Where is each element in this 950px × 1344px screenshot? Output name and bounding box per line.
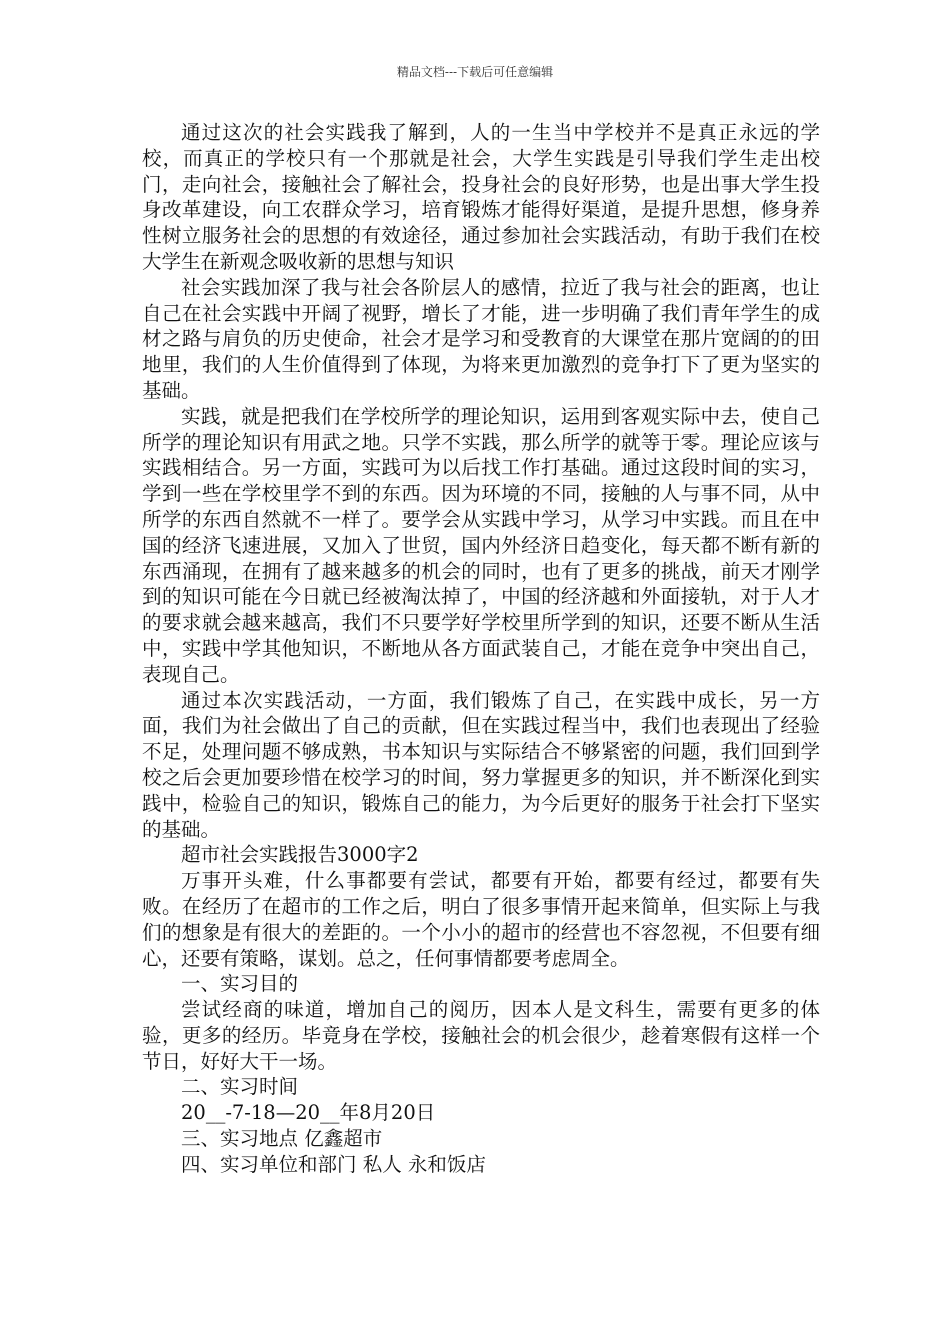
paragraph-practice-theory: 实践，就是把我们在学校所学的理论知识，运用到客观实际中去，使自己所学的理论知识有用武之地。只学不实践，那么所学的就等于零。理论应该与实践相结合。另一方面，实践可为以后找工作打基础。通过这段时间的实习，学到一些在学校里学不到的东西。因为环境的不同，接触的人与事不同，从中所学的东西自然就不一样了。要学会从实践中学习，从学习中实践。而且在中国的经济飞速进展，又加入了世贸，国内外经济日趋变化，每天都不断有新的东西涌现，在拥有了越来越多的机会的同时，也有了更多的挑战，前天才刚学到的知识可能在今日就已经被淘汰掉了，中国的经济越和外面接轨，对于人才的要求就会越来越高，我们不只要学好学校里所学到的知识，还要不断从生活中，实践中学其他知识，不断地从各方面武装自己，才能在竞争中突出自己，表现自己。 — [142, 404, 820, 686]
report-subtitle: 超市社会实践报告3000字2 — [181, 843, 419, 867]
section-heading-location: 三、实习地点 亿鑫超市 — [181, 1127, 383, 1151]
section-heading-time: 二、实习时间 — [181, 1075, 299, 1099]
page-header: 精品文档---下载后可任意编辑 — [396, 65, 554, 79]
paragraph-supermarket-intro: 万事开头难，什么事都要有尝试，都要有开始，都要有经过，都要有失败。在经历了在超市的工作之后，明白了很多事情开起来简单，但实际上与我们的想象是有很大的差距的。一个小小的超市的经营也不容忽视，不但要有细心，还要有策略，谋划。总之，任何事情都要考虑周全。 — [142, 869, 820, 970]
paragraph-practice-understanding: 通过这次的社会实践我了解到，人的一生当中学校并不是真正永远的学校，而真正的学校只有一个那就是社会，大学生实践是引导我们学生走出校门，走向社会，接触社会了解社会，投身社会的良好形势，也是出事大学生投身改革建设，向工农群众学习，培育锻炼才能得好渠道，是提升思想，修身养性树立服务社会的思想的有效途径，通过参加社会实践活动，有助于我们在校大学生在新观念吸收新的思想与知识 — [142, 121, 820, 273]
paragraph-activity-summary: 通过本次实践活动，一方面，我们锻炼了自己，在实践中成长，另一方面，我们为社会做出了自己的贡献，但在实践过程当中，我们也表现出了经验不足，处理问题不够成熟，书本知识与实际结合不够紧密的问题，我们回到学校之后会更加要珍惜在校学习的时间，努力掌握更多的知识，并不断深化到实践中，检验自己的知识，锻炼自己的能力，为今后更好的服务于社会打下坚实的基础。 — [142, 688, 820, 841]
section-heading-purpose: 一、实习目的 — [181, 972, 299, 996]
section-heading-unit: 四、实习单位和部门 私人 永和饭店 — [181, 1152, 486, 1176]
document-body — [142, 120, 820, 1178]
paragraph-purpose: 尝试经商的味道，增加自己的阅历，因本人是文科生，需要有更多的体验，更多的经历。毕竟身在学校，接触社会的机会很少，趁着寒假有这样一个节日，好好大干一场。 — [142, 998, 820, 1073]
paragraph-time: 20__-7-18—20__年8月20日 — [181, 1101, 436, 1125]
paragraph-social-feelings: 社会实践加深了我与社会各阶层人的感情，拉近了我与社会的距离，也让自己在社会实践中开阔了视野，增长了才能，进一步明确了我们青年学生的成材之路与肩负的历史使命，社会才是学习和受教育的大课堂在那片宽阔的的田地里，我们的人生价值得到了体现，为将来更加激烈的竞争打下了更为坚实的基础。 — [142, 275, 820, 402]
